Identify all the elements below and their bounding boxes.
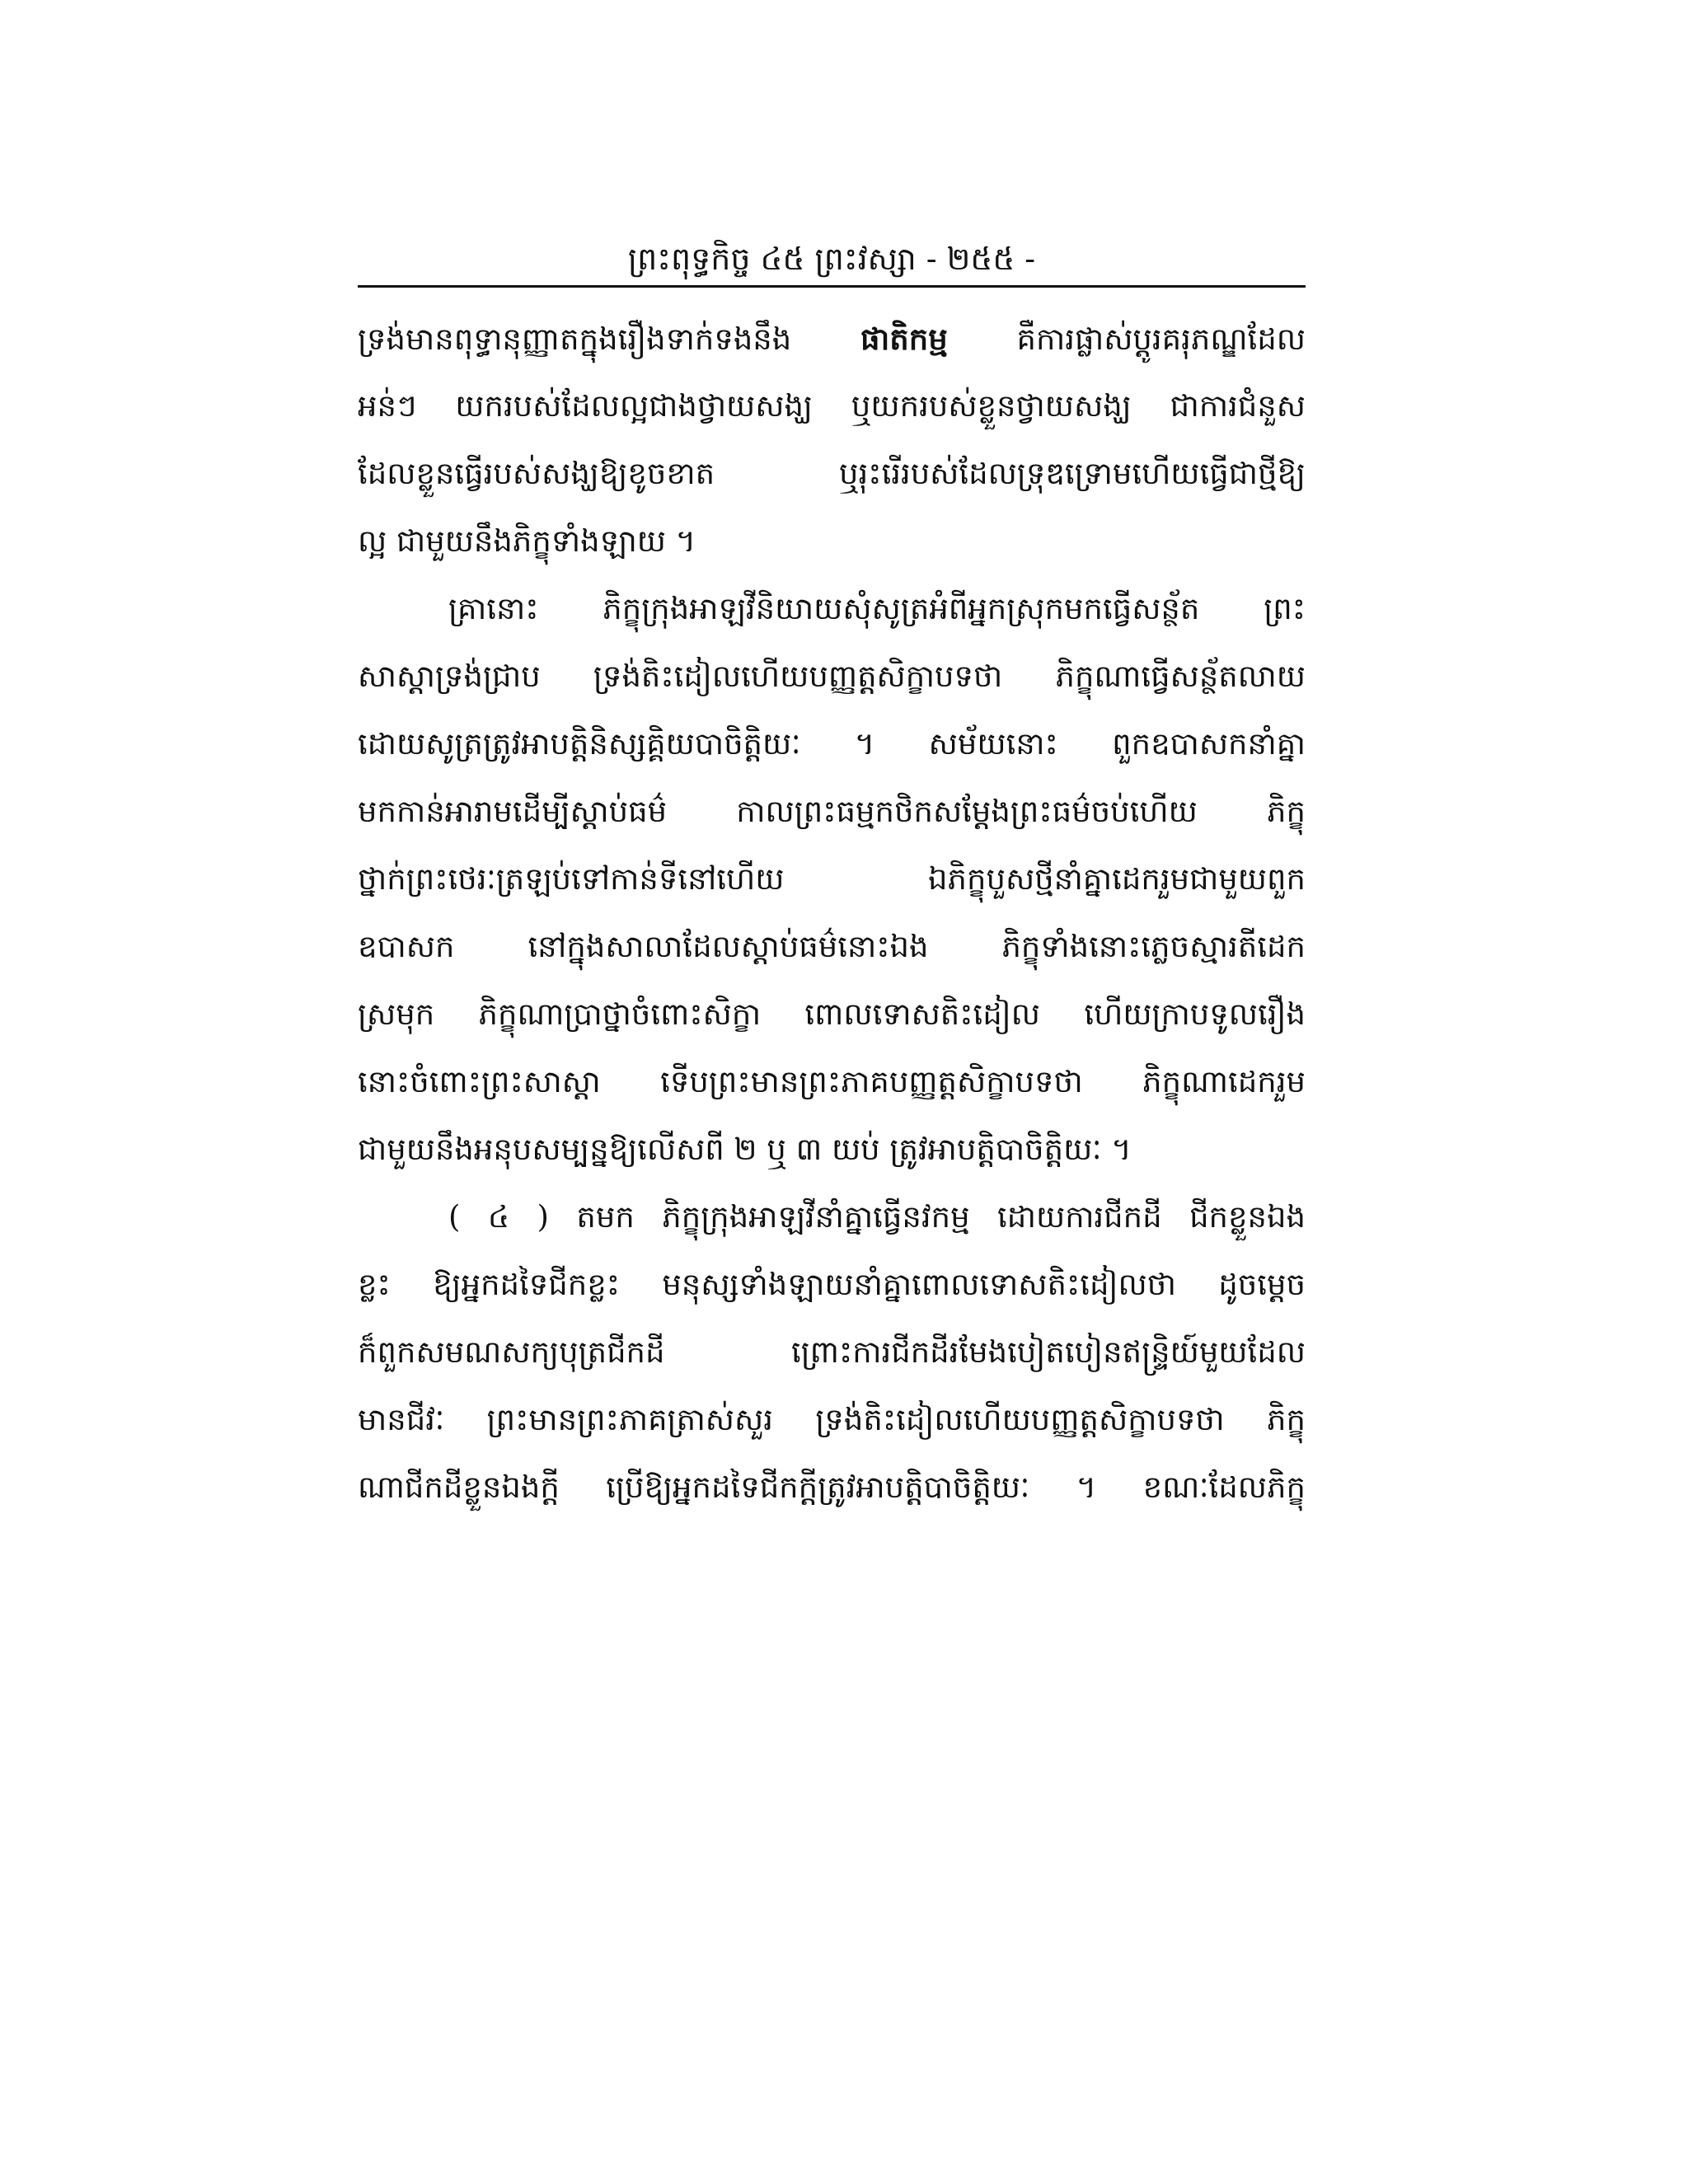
paragraph-first-line: ( ៤ ) តមក ភិក្ខុក្រុងអាឡវីនាំគ្នាធ្វើនវកម្ម ដោយការជីកដី ជីកខ្លួនឯង: [448, 1199, 1306, 1235]
text-line: ថ្នាក់ព្រះថេរៈត្រឡប់ទៅកាន់ទីនៅហើយ ឯភិក្ខុបួសថ្មីនាំគ្នាដេករួមជាមួយពួក: [358, 861, 1306, 897]
header-rule: [358, 285, 1306, 288]
text-line: ជាមួយនឹងអនុបសម្បន្នឱ្យលើសពី ២ ឬ ៣ យប់ ត្រូវអាបត្តិបាចិត្តិយៈ ។: [358, 1132, 1132, 1167]
text-line: ដោយសូត្រត្រូវអាបត្តិនិស្សគ្គិយបាចិត្តិយៈ ។ សម័យនោះ ពួកឧបាសកនាំគ្នា: [358, 726, 1306, 762]
text-line: ក៏ពួកសមណសក្យបុត្រជីកដី ព្រោះការជីកដីរមែងបៀតបៀនឥន្ទ្រិយ៍មួយដែល: [358, 1334, 1306, 1370]
text-line: ខ្លះ ឱ្យអ្នកដទៃជីកខ្លះ មនុស្សទាំងឡាយនាំគ្នាពោលទោសតិះដៀលថា ដូចម្ដេច: [358, 1267, 1306, 1302]
text-line: ឧបាសក នៅក្នុងសាលាដែលស្ដាប់ធម៌នោះឯង ភិក្ខុទាំងនោះភ្លេចស្មារតីដេក: [358, 929, 1306, 964]
bold-term: ផាតិកម្ម: [860, 321, 948, 357]
text-line: ស្រមុក ភិក្ខុណាប្រាថ្នាចំពោះសិក្ខា ពោលទោសតិះដៀល ហើយក្រាបទូលរឿង: [358, 996, 1306, 1032]
text-line: អន់ៗ យករបស់ដែលល្អជាងថ្វាយសង្ឃ ឬយករបស់ខ្លួនថ្វាយសង្ឃ ជាការជំនួស: [358, 388, 1306, 424]
text-run: ទ្រង់មានពុទ្ធានុញ្ញាតក្នុងរឿងទាក់ទងនឹង: [358, 321, 861, 357]
text-line: [358, 305, 1306, 373]
text-line: សាស្ដាទ្រង់ជ្រាប ទ្រង់តិះដៀលហើយបញ្ញត្តសិក្ខាបទថា ភិក្ខុណាធ្វើសន្ថ័តលាយ: [358, 658, 1306, 694]
text-line: ដែលខ្លួនធ្វើរបស់សង្ឃឱ្យខូចខាត ឬរុះរើរបស់ដែលទ្រុឌទ្រោមហើយធ្វើជាថ្មីឱ្យ: [358, 456, 1306, 491]
text-line: មានជីវៈ ព្រះមានព្រះភាគត្រាស់សួរ ទ្រង់តិះដៀលហើយបញ្ញត្តសិក្ខាបទថា ភិក្ខុ: [358, 1402, 1306, 1437]
text-run: គឺការផ្លាស់ប្ដូរគរុភណ្ឌដែល: [947, 321, 1306, 357]
text-line: នោះចំពោះព្រះសាស្ដា ទើបព្រះមានព្រះភាគបញ្ញត្តសិក្ខាបទថា ភិក្ខុណាដេករួម: [358, 1064, 1306, 1099]
text-line: មកកាន់អារាមដើម្បីស្ដាប់ធម៌ កាលព្រះធម្មកថិកសម្ដែងព្រះធម៌ចប់ហើយ ភិក្ខុ: [358, 794, 1306, 829]
body-text: [358, 305, 1306, 1521]
text-line: ល្អ ជាមួយនឹងភិក្ខុទាំងឡាយ ។: [358, 523, 696, 559]
paragraph-first-line: គ្រានោះ ភិក្ខុក្រុងអាឡវីនិយាយសុំសូត្រអំពីអ្នកស្រុកមកធ្វើសន្ថ័ត ព្រះ: [448, 591, 1306, 626]
text-line: ណាជីកដីខ្លួនឯងក្ដី ប្រើឱ្យអ្នកដទៃជីកក្ដីត្រូវអាបត្តិបាចិត្តិយៈ ។ ខណៈដែលភិក្ខុ: [358, 1469, 1306, 1505]
running-header: ព្រះពុទ្ធកិច្ច ៤៥ ព្រះវស្សា - ២៥៥ -: [627, 241, 1036, 277]
